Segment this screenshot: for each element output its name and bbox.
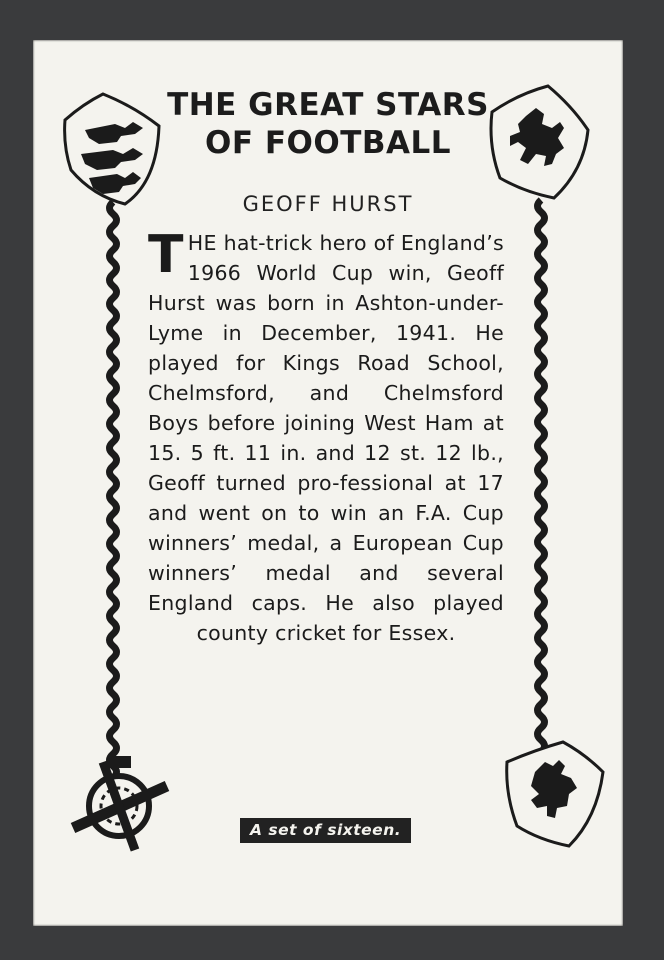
player-name: GEOFF HURST xyxy=(242,192,414,216)
bio-drop-cap: T xyxy=(148,225,184,285)
player-biography xyxy=(148,225,504,648)
left-wavy-border xyxy=(110,202,117,778)
title-line-1: THE GREAT STARS xyxy=(167,87,489,123)
right-wavy-border xyxy=(538,200,545,776)
set-size-label: A set of sixteen. xyxy=(240,818,411,843)
card-title xyxy=(133,86,523,162)
bio-text: HE hat-trick hero of England’s 1966 World Cup win, Geoff Hurst was born in Ashton-under-Lyme in December, 1941. He played for Kings Road School, Chelmsford, and Chelmsford Boys before joining West Ham at 15. 5 ft. 11 in. and 12 st. 12 lb., Geoff turned pro-fessional at 17 and went on to win an F.A. Cup winners’ medal, a European Cup winners’ medal and several England caps. He also played county cricket for Essex. xyxy=(148,231,504,645)
football-crossed-bars-emblem-icon xyxy=(73,756,167,850)
wales-dragon-shield-icon xyxy=(507,742,603,846)
title-line-2: OF FOOTBALL xyxy=(205,125,451,161)
trading-card xyxy=(33,40,623,926)
